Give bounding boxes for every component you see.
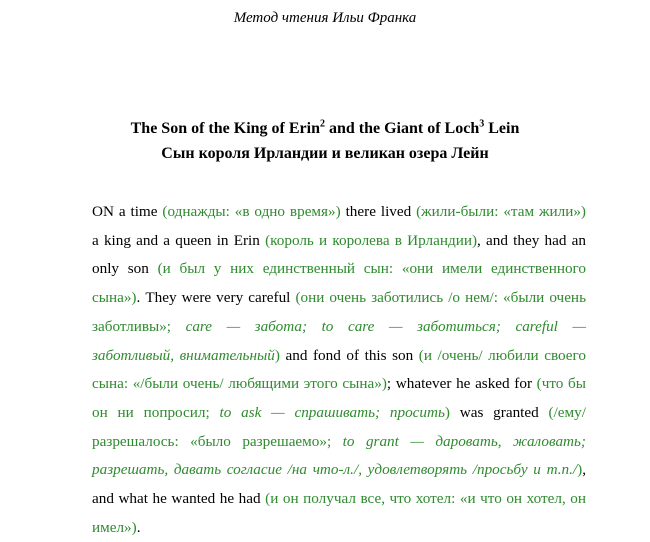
text-line-1: ON a time (однажды: «в одно время») there lived (жили-были: «там жили») [92, 203, 586, 220]
text-line-8: он ни попросил; to ask — спрашивать; просить) was granted (/ему/ [92, 403, 586, 421]
title-english: The Son of the King of Erin$^2$ and the Giant of Loch$^3$ Lein [130, 118, 520, 137]
text-line-6: заботливый, внимательный) and fond of this son (и /очень/ любили своего [92, 346, 586, 364]
body-paragraph [92, 198, 586, 542]
text-line-2: a king and a queen in Erin (король и королева в Ирландии), and they had an [92, 231, 587, 249]
text-line-9: разрешалось: «было разрешаемо»; to grant — даровать, жаловать; [92, 432, 586, 450]
text-line-12: имел»). [92, 518, 141, 536]
running-header: Метод чтения Ильи Франка [233, 10, 417, 26]
text-line-3: only son (и был у них единственный сын: «они имели единственного [92, 260, 586, 278]
text-line-4: сына»). They were very careful (они очень заботились /о нем/: «были очень [92, 289, 586, 307]
text-line-10: разрешать, давать согласие /на что-л./, удовлетворять /просьбу и т.п./), [92, 461, 586, 479]
text-line-11: and what he wanted he had (и он получал все, что хотел: «и что он хотел, он [92, 490, 586, 508]
footnote-ref-2[interactable]: 2 [319, 118, 325, 130]
chapter-titles [0, 116, 650, 166]
text-line-5: заботливы»; care — забота; to care — заботиться; careful — [92, 317, 586, 335]
text-line-7: сына: «/были очень/ любящими этого сына»); whatever he asked for (что бы [92, 375, 586, 393]
title-russian: Сын короля Ирландии и великан озера Лейн [161, 145, 489, 162]
footnote-ref-3[interactable]: 3 [479, 118, 485, 130]
